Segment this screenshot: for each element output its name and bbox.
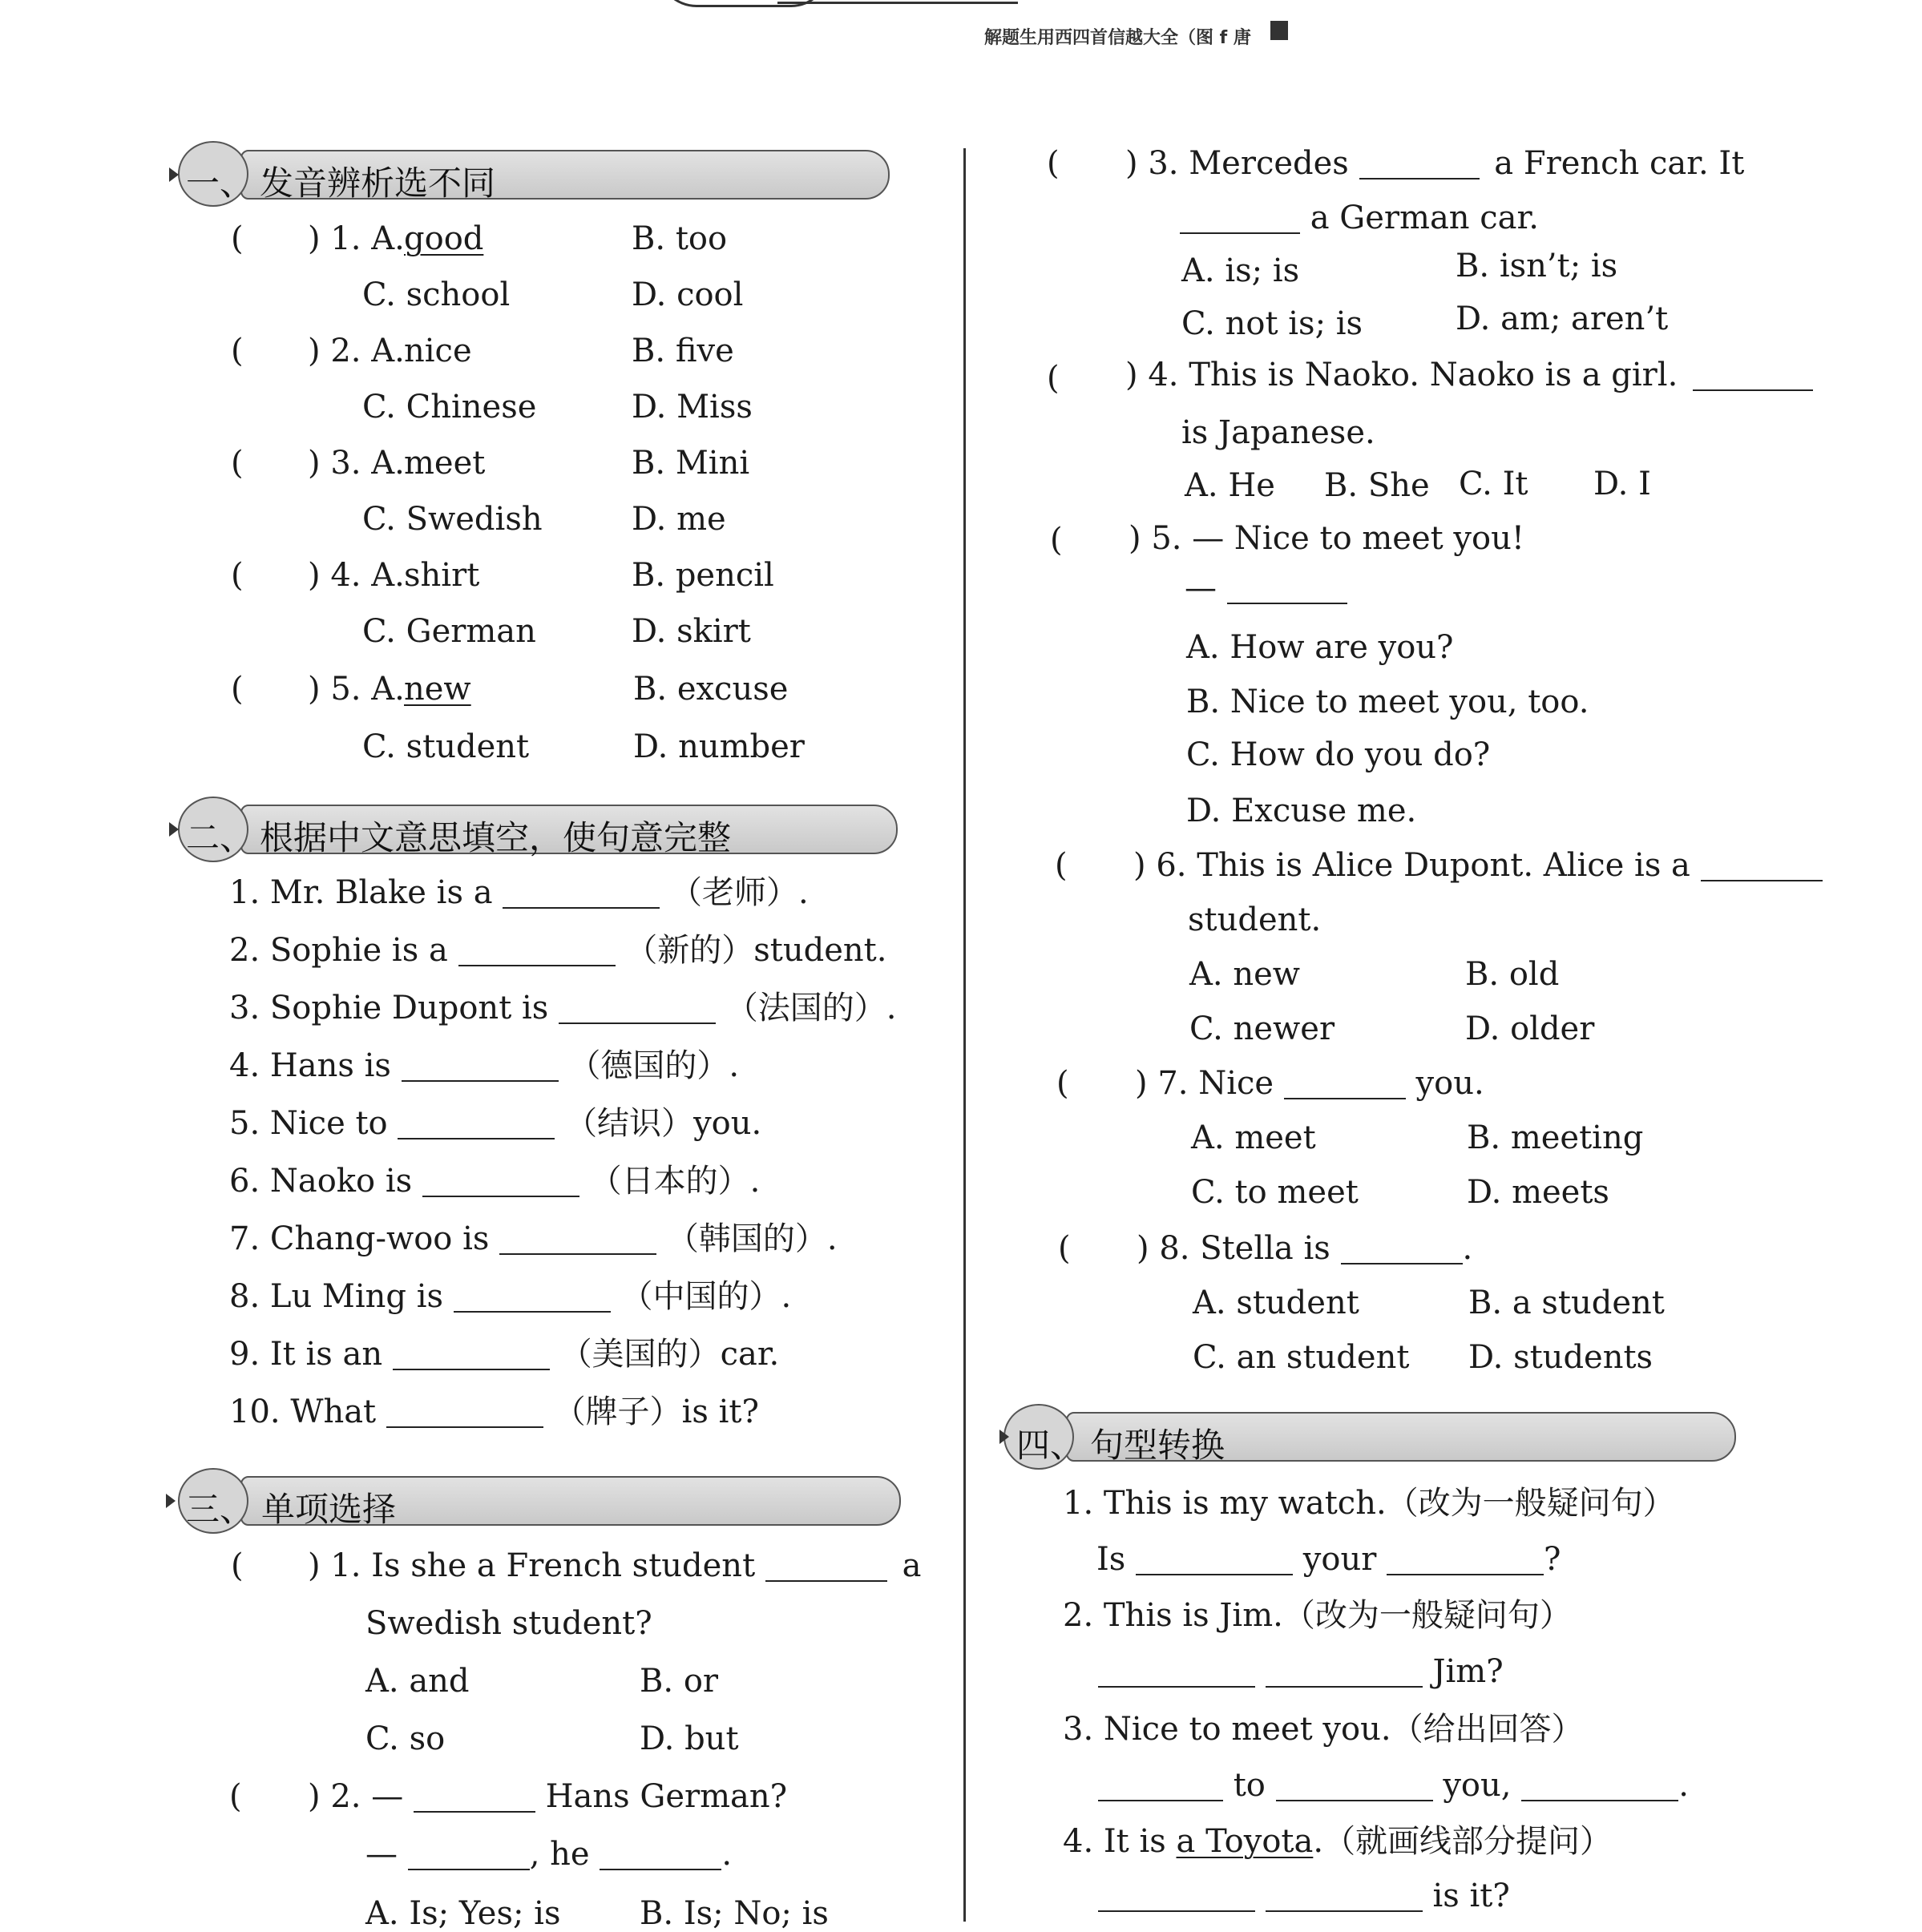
question-text: ) 7. Nice — [1135, 1065, 1274, 1102]
option-c: C. German — [362, 613, 536, 650]
fill-hint: （牌子） — [553, 1394, 682, 1430]
answer-blank[interactable] — [1387, 1547, 1544, 1575]
option-a: A. How are you? — [1186, 629, 1454, 666]
option-b: B. pencil — [632, 557, 774, 594]
option-b: B. isn’t; is — [1456, 248, 1618, 284]
fill-text: 2. Sophie is a — [229, 932, 448, 969]
fill-blank[interactable] — [454, 1284, 611, 1313]
option-a: A. He — [1185, 467, 1275, 504]
fill-blank[interactable] — [559, 995, 716, 1024]
question-text: ) 6. This is Alice Dupont. Alice is a — [1133, 847, 1690, 884]
question-text: ) 5. — Nice to meet you! — [1129, 520, 1524, 557]
option-c: C. Chinese — [362, 389, 537, 426]
dash: — — [1185, 570, 1217, 607]
answer-blank[interactable] — [600, 1841, 721, 1870]
fill-item — [229, 1105, 762, 1142]
section-3-number: 三、 — [186, 1490, 254, 1529]
fill-hint: （韩国的） — [666, 1220, 827, 1257]
question-stem — [1125, 359, 1813, 391]
fill-tail: car. — [720, 1336, 780, 1373]
transform-hint: （改为一般疑问句） — [1282, 1597, 1572, 1634]
fill-item — [229, 1336, 780, 1373]
question-text: ) 4. This is Naoko. Naoko is a girl. — [1125, 357, 1678, 393]
transform-hint: （改为一般疑问句） — [1386, 1485, 1675, 1522]
fill-tail: . — [729, 1047, 740, 1084]
option-c: C. so — [365, 1720, 446, 1757]
fill-text: 8. Lu Ming is — [229, 1278, 444, 1315]
answer-blank[interactable] — [1266, 1883, 1423, 1912]
section-3-title: 单项选择 — [261, 1490, 397, 1529]
option-b: B. old — [1465, 956, 1560, 993]
transform-answer — [1096, 1541, 1561, 1578]
transform-hint: （就画线部分提问） — [1323, 1823, 1613, 1860]
fill-item — [229, 1163, 761, 1200]
option-a: A. meet — [1191, 1119, 1316, 1156]
answer-text: Is — [1096, 1541, 1126, 1578]
option-c: C. student — [362, 728, 530, 765]
question-stem — [308, 1778, 788, 1815]
question-text: ) 2. — — [308, 1778, 404, 1815]
option-b: B. meeting — [1467, 1119, 1644, 1156]
fill-hint: （老师） — [669, 874, 798, 911]
dash: — — [365, 1836, 398, 1873]
section-4-number: 四、 — [1016, 1426, 1084, 1465]
answer-paren[interactable]: ( — [1047, 145, 1060, 182]
question-text: is Japanese. — [1181, 414, 1375, 451]
fill-blank[interactable] — [393, 1341, 550, 1370]
option-b: B. excuse — [633, 671, 789, 708]
fill-hint: （结识） — [565, 1105, 694, 1142]
option-d: D. students — [1468, 1339, 1653, 1376]
fill-hint: （新的） — [625, 932, 754, 969]
fill-item — [229, 1047, 740, 1084]
answer-paren[interactable]: ( — [231, 557, 244, 594]
transform-answer — [1098, 1767, 1689, 1804]
answer-text: ? — [1544, 1541, 1561, 1578]
answer-blank[interactable] — [1276, 1773, 1433, 1801]
answer-paren[interactable]: ( — [231, 1547, 244, 1584]
option-d: D. I — [1593, 466, 1651, 502]
question-text: student. — [1188, 901, 1322, 938]
transform-answer — [1098, 1653, 1504, 1690]
option-d: D. me — [632, 501, 726, 538]
answer-blank[interactable] — [1266, 1659, 1423, 1688]
transform-text: 1. This is my watch. — [1063, 1485, 1387, 1522]
option-d: D. older — [1465, 1010, 1595, 1047]
column-divider — [963, 148, 966, 1922]
transform-text: 3. Nice to meet you. — [1063, 1711, 1391, 1748]
fill-item — [229, 1278, 792, 1315]
option-b: B. a student — [1468, 1285, 1665, 1321]
option-d: D. Miss — [632, 389, 753, 426]
answer-text: is it? — [1432, 1878, 1510, 1914]
answer-paren[interactable]: ( — [231, 445, 244, 482]
option-b: B. She — [1324, 467, 1430, 504]
answer-blank[interactable] — [1098, 1659, 1255, 1688]
transform-hint: （给出回答） — [1391, 1711, 1584, 1748]
section-4-arrow-icon — [999, 1430, 1009, 1444]
option-a: A. Is; Yes; is — [365, 1895, 561, 1932]
question-text: a French car. It — [1494, 145, 1745, 182]
answer-line — [1185, 570, 1347, 607]
transform-text: 4. It is — [1063, 1823, 1166, 1860]
answer-blank[interactable] — [414, 1784, 535, 1813]
header-rule — [777, 2, 1018, 4]
fill-tail: . — [826, 1220, 838, 1257]
question-text: a — [902, 1547, 922, 1584]
answer-blank[interactable] — [1284, 1071, 1406, 1099]
answer-blank[interactable] — [1341, 1236, 1463, 1264]
option-d: D. Excuse me. — [1186, 793, 1417, 829]
transform-question — [1063, 1599, 1572, 1632]
fill-text: 3. Sophie Dupont is — [229, 990, 549, 1027]
answer-paren[interactable]: ( — [1050, 522, 1063, 559]
answer-blank[interactable] — [1359, 151, 1480, 179]
fill-hint: （美国的） — [559, 1336, 721, 1373]
fill-item — [229, 1220, 838, 1257]
question-text: ) 3. Mercedes — [1125, 145, 1349, 182]
answer-line — [365, 1836, 733, 1873]
option-c: C. an student — [1193, 1339, 1410, 1376]
option-b: B. Mini — [632, 445, 750, 482]
option-c: C. not is; is — [1181, 305, 1363, 342]
option-c: C. How do you do? — [1186, 736, 1491, 773]
fill-text: 1. Mr. Blake is a — [229, 874, 493, 911]
question-number: ) 1. A. — [308, 220, 405, 257]
header-caption: 解题生用西四首信越大全（图 f 唐 — [984, 28, 1251, 48]
answer-paren[interactable]: ( — [229, 1778, 242, 1815]
option-a: good — [404, 220, 484, 257]
answer-blank[interactable] — [1180, 205, 1300, 234]
option-a: A. and — [365, 1663, 470, 1700]
transform-question — [1063, 1711, 1584, 1748]
section-2-number: 二、 — [186, 818, 254, 857]
question-stem — [1133, 847, 1823, 884]
question-line — [1180, 202, 1539, 234]
fill-text: 6. Naoko is — [229, 1163, 413, 1200]
section-3-arrow-icon — [166, 1494, 176, 1508]
fill-hint: （中国的） — [620, 1278, 781, 1315]
transform-question — [1063, 1485, 1675, 1522]
answer-paren[interactable]: ( — [1055, 847, 1068, 884]
option-b: B. Is; No; is — [640, 1895, 829, 1932]
fill-blank[interactable] — [458, 938, 616, 966]
question-text: Hans German? — [545, 1778, 788, 1815]
section-1-number: 一、 — [186, 163, 254, 203]
question-text: Swedish student? — [365, 1605, 652, 1642]
question-number: ) 2. A. — [308, 333, 405, 369]
section-4-title: 句型转换 — [1090, 1426, 1225, 1465]
fill-blank[interactable] — [422, 1168, 579, 1197]
fill-tail: . — [886, 990, 897, 1027]
option-a: A. is; is — [1181, 252, 1300, 289]
option-b: B. too — [632, 220, 728, 257]
answer-paren[interactable]: ( — [1058, 1230, 1071, 1267]
answer-blank[interactable] — [1521, 1773, 1678, 1801]
answer-blank[interactable] — [765, 1553, 887, 1582]
option-c: C. It — [1459, 466, 1528, 502]
fill-item — [229, 932, 887, 969]
fill-blank[interactable] — [402, 1053, 559, 1082]
fill-item — [229, 990, 897, 1027]
option-b: B. five — [632, 333, 734, 369]
option-a: shirt — [404, 557, 480, 594]
answer-blank[interactable] — [1227, 575, 1347, 604]
header-square — [1270, 21, 1288, 40]
fill-blank[interactable] — [386, 1399, 543, 1428]
fill-text: 10. What — [229, 1394, 377, 1430]
question-number: ) 5. A. — [308, 671, 405, 708]
answer-blank[interactable] — [1136, 1547, 1293, 1575]
answer-text: . — [1678, 1767, 1689, 1804]
fill-blank[interactable] — [503, 880, 660, 909]
option-a: A. student — [1193, 1285, 1359, 1321]
fill-item — [229, 874, 809, 911]
section-1-title: 发音辨析选不同 — [260, 163, 496, 203]
underlined-phrase: a Toyota — [1176, 1823, 1314, 1860]
option-d: D. cool — [632, 276, 744, 313]
fill-hint: （法国的） — [725, 990, 886, 1027]
option-c: C. newer — [1189, 1010, 1335, 1047]
fill-tail: . — [781, 1278, 792, 1315]
fill-blank[interactable] — [398, 1111, 555, 1139]
fill-text: 5. Nice to — [229, 1105, 388, 1142]
transform-text: 2. This is Jim. — [1063, 1597, 1283, 1634]
fill-tail: is it? — [681, 1394, 759, 1430]
fill-text: 4. Hans is — [229, 1047, 391, 1084]
answer-paren[interactable]: ( — [231, 333, 244, 369]
question-text: ) 8. Stella is — [1137, 1230, 1330, 1267]
section-1-arrow-icon — [169, 167, 179, 182]
transform-text: . — [1313, 1823, 1324, 1860]
question-text: a German car. — [1310, 200, 1539, 236]
transform-question — [1063, 1823, 1613, 1860]
option-a: nice — [404, 333, 472, 369]
fill-hint: （日本的） — [589, 1163, 750, 1200]
option-b: B. Nice to meet you, too. — [1186, 684, 1589, 720]
answer-blank[interactable] — [1098, 1883, 1255, 1912]
option-d: D. number — [633, 728, 805, 765]
question-text: , he — [529, 1836, 590, 1873]
answer-text: your — [1302, 1541, 1377, 1578]
option-d: D. am; aren’t — [1456, 300, 1669, 337]
answer-blank[interactable] — [408, 1841, 530, 1870]
fill-tail: . — [797, 874, 809, 911]
fill-tail: student. — [753, 932, 887, 969]
option-d: D. skirt — [632, 613, 751, 650]
option-a: A. new — [1189, 956, 1300, 993]
option-b: B. or — [640, 1663, 719, 1700]
option-a: new — [404, 671, 471, 708]
question-text: . — [721, 1836, 733, 1873]
option-d: D. meets — [1467, 1174, 1609, 1211]
fill-text: 9. It is an — [229, 1336, 383, 1373]
fill-item — [229, 1396, 759, 1428]
fill-tail: . — [749, 1163, 761, 1200]
fill-blank[interactable] — [499, 1226, 656, 1255]
question-stem — [1137, 1230, 1473, 1267]
answer-paren[interactable]: ( — [231, 671, 244, 708]
answer-paren[interactable]: ( — [1047, 360, 1060, 397]
answer-text: you, — [1443, 1767, 1512, 1804]
answer-paren[interactable]: ( — [1056, 1065, 1069, 1102]
question-stem — [308, 1547, 922, 1584]
option-c: C. to meet — [1191, 1174, 1359, 1211]
question-text: . — [1462, 1230, 1473, 1267]
answer-blank[interactable] — [1693, 362, 1813, 391]
transform-answer — [1098, 1880, 1510, 1912]
option-d: D. but — [640, 1720, 739, 1757]
answer-text: Jim? — [1432, 1653, 1504, 1690]
option-a: meet — [404, 445, 486, 482]
question-text: you. — [1415, 1065, 1484, 1102]
question-stem — [1135, 1065, 1484, 1102]
answer-paren[interactable]: ( — [231, 220, 244, 257]
section-2-title: 根据中文意思填空，使句意完整 — [260, 818, 732, 857]
answer-blank[interactable] — [1701, 853, 1823, 881]
option-c: C. school — [362, 276, 511, 313]
fill-hint: （德国的） — [568, 1047, 729, 1084]
question-number: ) 4. A. — [308, 557, 405, 594]
answer-text: to — [1233, 1767, 1266, 1804]
question-text: ) 1. Is she a French student — [308, 1547, 756, 1584]
question-number: ) 3. A. — [308, 445, 405, 482]
fill-tail: you. — [693, 1105, 762, 1142]
option-c: C. Swedish — [362, 501, 543, 538]
section-2-arrow-icon — [169, 822, 179, 837]
fill-text: 7. Chang-woo is — [229, 1220, 490, 1257]
answer-blank[interactable] — [1098, 1773, 1223, 1801]
question-stem — [1125, 145, 1745, 182]
